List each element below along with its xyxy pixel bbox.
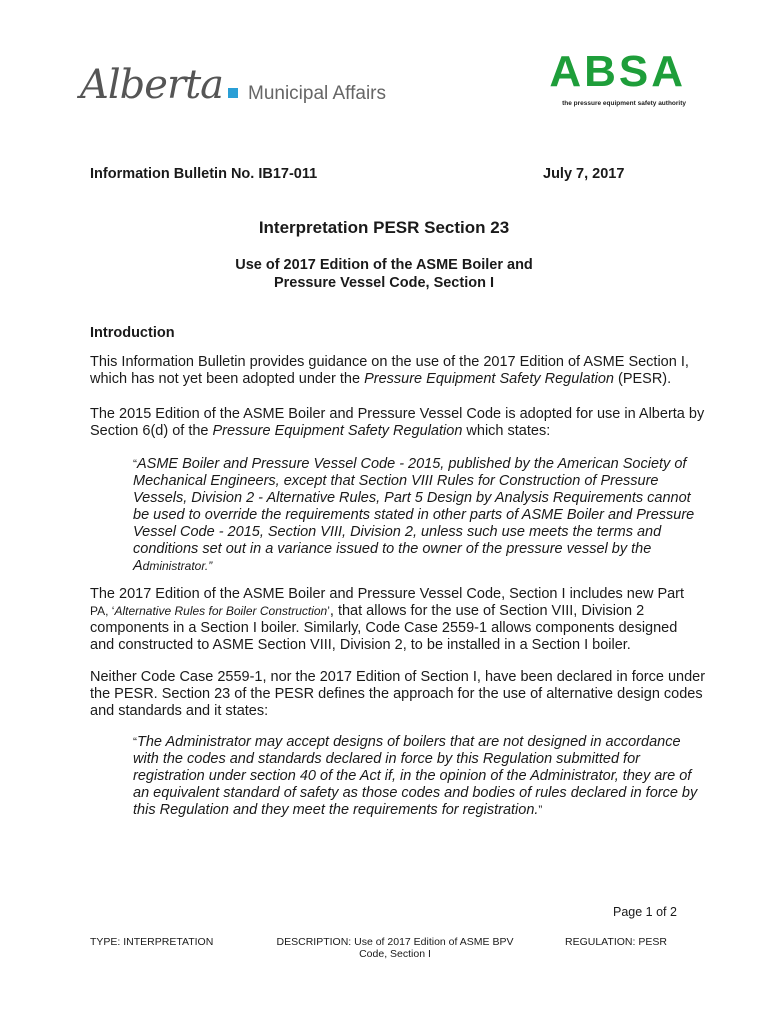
alberta-square-icon xyxy=(228,88,238,98)
quote-mark: ” xyxy=(538,803,543,817)
regulation-name: Pressure Equipment Safety Regulation xyxy=(364,371,614,387)
paragraph-line: Neither Code Case 2559-1, nor the 2017 Edition of Section I, have been declared in force under xyxy=(90,669,706,685)
department-name: Municipal Affairs xyxy=(248,83,386,104)
paragraph-line xyxy=(90,371,690,388)
text-run: this Regulation and they meet the requirements for registration. xyxy=(133,802,539,818)
text-run: ASME Boiler and Pressure Vessel Code - 2015, published by the American Society of xyxy=(137,456,687,472)
absa-wordmark: ABSA xyxy=(549,47,686,96)
paragraph-4 xyxy=(90,669,706,720)
quote-mark: “ xyxy=(133,457,137,471)
quote-line xyxy=(133,802,693,819)
paragraph-line: and constructed to ASME Section VIII, Division 2, to be installed in a Section I boiler. xyxy=(90,637,631,653)
paragraph-2 xyxy=(90,406,705,440)
quote-mark: “ xyxy=(133,735,137,749)
alberta-logo xyxy=(80,60,400,114)
text-run: , that allows for the use of Section VIII, Division 2 xyxy=(329,603,645,619)
quote-line: with the codes and standards declared in force by this Regulation submitted for xyxy=(133,751,640,767)
document-title: Interpretation PESR Section 23 xyxy=(258,218,510,237)
quote-2 xyxy=(133,734,698,819)
quote-line: Vessel Code - 2015, Section VIII, Division 2, unless such use meets the terms and xyxy=(133,524,662,540)
quote-line: registration under section 40 of the Act if, in the opinion of the Administrator, they are of xyxy=(133,768,692,784)
absa-tagline: the pressure equipment safety authority xyxy=(562,100,686,107)
quote-line: be used to override the requirements stated in other parts of ASME Boiler and Pressure xyxy=(133,507,695,523)
text-run: Section 6(d) of the xyxy=(90,423,213,439)
footer-description-line: Code, Section I xyxy=(359,948,431,960)
alberta-wordmark: Alberta xyxy=(80,62,223,108)
regulation-name: Pressure Equipment Safety Regulation xyxy=(212,423,463,439)
text-run: dministrator.” xyxy=(142,559,213,573)
text-run: (PESR). xyxy=(613,371,672,387)
quote-line: Vessels, Division 2 - Alternative Rules, Part 5 Design by Analysis Requirements cannot xyxy=(133,490,691,506)
paragraph-1 xyxy=(90,354,690,388)
paragraph-line: the PESR. Section 23 of the PESR defines the approach for the use of alternative design codes xyxy=(90,686,703,702)
subtitle-line-1: Use of 2017 Edition of the ASME Boiler and xyxy=(235,257,533,273)
paragraph-line: The 2015 Edition of the ASME Boiler and Pressure Vessel Code is adopted for use in Alberta by xyxy=(90,406,705,422)
quote-line: conditions set out in a variance issued to the owner of the pressure vessel by the xyxy=(133,541,652,557)
quote-1 xyxy=(133,456,693,575)
section-heading-introduction: Introduction xyxy=(90,325,175,341)
paragraph-line: components in a Section I boiler. Similarly, Code Case 2559-1 allows components designed xyxy=(90,620,678,636)
text-run: A xyxy=(133,558,143,574)
text-run: The Administrator may accept designs of boilers that are not designed in accordance xyxy=(137,734,681,750)
footer-regulation: REGULATION: PESR xyxy=(565,936,667,948)
quote-line xyxy=(133,558,693,575)
paragraph-3 xyxy=(90,586,690,654)
text-run: which states: xyxy=(462,423,551,439)
subtitle-line-2: Pressure Vessel Code, Section I xyxy=(273,275,495,291)
quote-line: Mechanical Engineers, except that Section VIII Rules for Construction of Pressure xyxy=(133,473,659,489)
page-number: Page 1 of 2 xyxy=(613,905,677,919)
absa-logo xyxy=(540,47,690,112)
bulletin-number: Information Bulletin No. IB17-011 xyxy=(90,166,318,182)
quote-line xyxy=(133,734,693,751)
bulletin-date: July 7, 2017 xyxy=(543,166,625,182)
footer-type: TYPE: INTERPRETATION xyxy=(90,936,214,948)
paragraph-line: This Information Bulletin provides guidance on the use of the 2017 Edition of ASME Section I, xyxy=(90,354,689,370)
text-run: which has not yet been adopted under the xyxy=(90,371,365,387)
text-run: ’ xyxy=(327,604,330,618)
text-run: PA, ‘ xyxy=(90,604,115,618)
paragraph-line: The 2017 Edition of the ASME Boiler and Pressure Vessel Code, Section I includes new Part xyxy=(90,586,685,602)
paragraph-line xyxy=(90,603,690,620)
paragraph-line: and standards and it states: xyxy=(90,703,269,719)
rule-name: Alternative Rules for Boiler Construction xyxy=(114,604,328,618)
paragraph-line xyxy=(90,423,690,440)
footer-description-line: DESCRIPTION: Use of 2017 Edition of ASME BPV xyxy=(276,936,514,948)
quote-line xyxy=(133,456,693,473)
quote-line: an equivalent standard of safety as those codes and bodies of rules declared in force by xyxy=(133,785,698,801)
footer-description xyxy=(270,936,520,960)
